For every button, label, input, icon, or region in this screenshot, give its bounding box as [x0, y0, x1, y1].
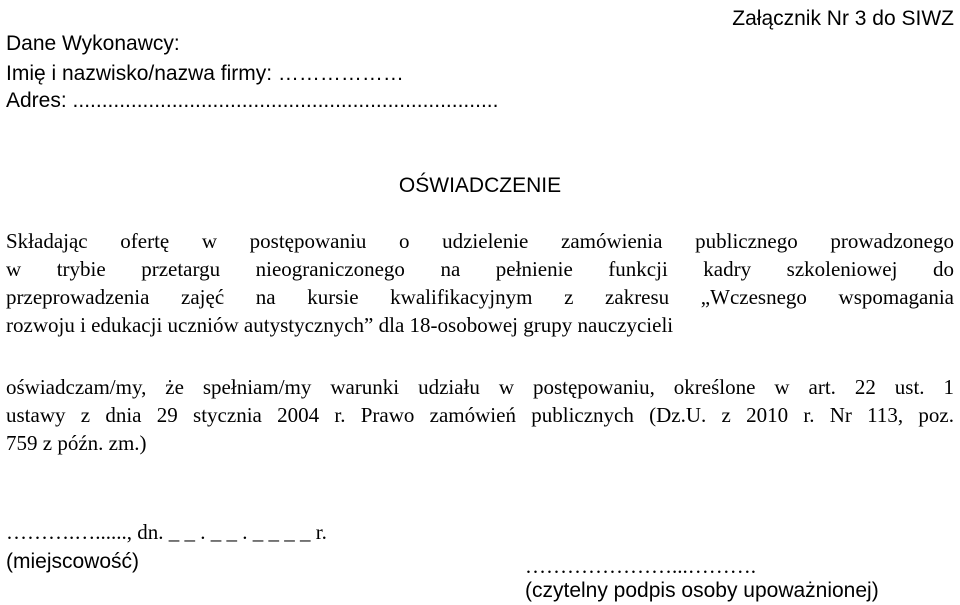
place-label: (miejscowość) [6, 550, 140, 573]
document-title: OŚWIADCZENIE [398, 174, 562, 197]
place-date-line: ……….…......, dn. _ _ . _ _ . _ _ _ _ r. [6, 520, 327, 544]
paragraph-line: oświadczam/my, że spełniam/my warunki udziału w postępowaniu, określone w art. 22 ust. 1 [6, 375, 954, 399]
paragraph-line: 759 z późn. zm.) [6, 431, 147, 455]
contractor-data-label: Dane Wykonawcy: [6, 32, 180, 55]
paragraph-line: rozwoju i edukacji uczniów autystycznych” dla 18-osobowej grupy nauczycieli [6, 313, 674, 337]
signature-label: (czytelny podpis osoby upoważnionej) [525, 579, 879, 602]
address-line: Adres: ......................................................................... [6, 89, 499, 112]
signature-line: …………………...………. [525, 554, 756, 578]
company-name-line: Imię i nazwisko/nazwa firmy: ……………… [6, 62, 404, 85]
paragraph-line: ustawy z dnia 29 stycznia 2004 r. Prawo zamówień publicznych (Dz.U. z 2010 r. Nr 113, poz. [6, 403, 954, 427]
declaration-paragraph-2 [6, 373, 954, 457]
declaration-paragraph-1 [6, 227, 954, 339]
paragraph-line: w trybie przetargu nieograniczonego na pełnienie funkcji kadry szkoleniowej do [6, 257, 954, 281]
attachment-label: Załącznik Nr 3 do SIWZ [732, 7, 954, 30]
paragraph-line: Składając ofertę w postępowaniu o udzielenie zamówienia publicznego prowadzonego [6, 229, 954, 253]
paragraph-line: przeprowadzenia zajęć na kursie kwalifikacyjnym z zakresu „Wczesnego wspomagania [6, 285, 954, 309]
